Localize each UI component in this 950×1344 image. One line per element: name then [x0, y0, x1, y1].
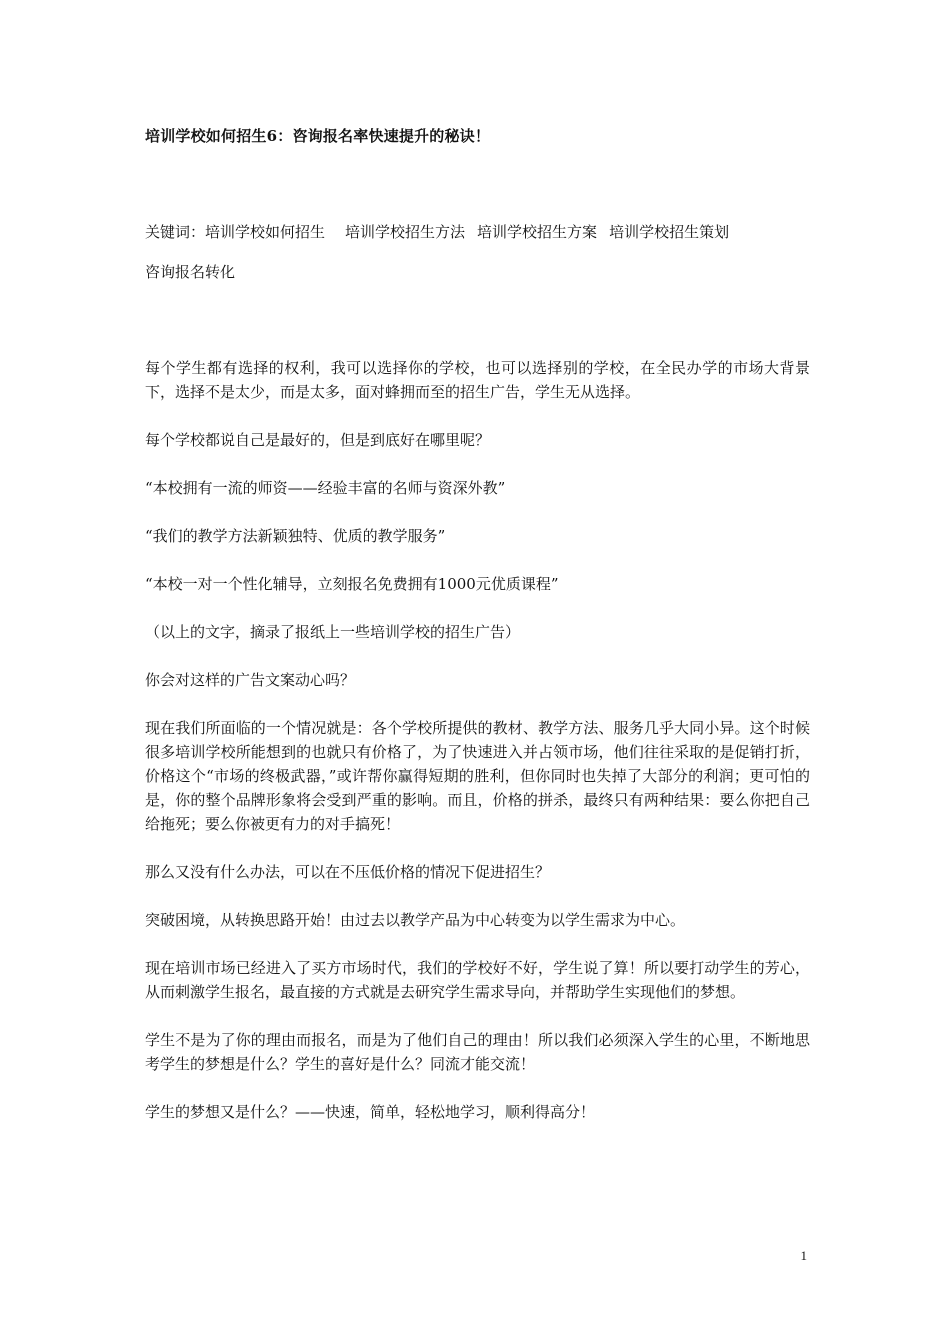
document-body: [145, 124, 810, 1148]
paragraph: 突破困境，从转换思路开始！由过去以教学产品为中心转变为以学生需求为中心。: [145, 911, 686, 929]
document-title: 培训学校如何招生6：咨询报名率快速提升的秘诀！: [145, 127, 491, 145]
paragraph: 学生不是为了你的理由而报名，而是为了他们自己的理由！所以我们必须深入学生的心里，不断地思考学生的梦想是什么？学生的喜好是什么？同流才能交流！: [145, 1031, 810, 1073]
paragraph: 每个学生都有选择的权利，我可以选择你的学校，也可以选择别的学校，在全民办学的市场大背景下，选择不是太少，而是太多，面对蜂拥而至的招生广告，学生无从选择。: [145, 359, 810, 401]
paragraph: （以上的文字，摘录了报纸上一些培训学校的招生广告）: [145, 623, 521, 641]
keyword: 咨询报名转化: [145, 263, 236, 281]
paragraph: 学生的梦想又是什么？——快速，简单，轻松地学习，顺利得高分！: [145, 1103, 596, 1121]
keywords-label: 关键词：: [145, 223, 206, 241]
keyword: 培训学校如何招生: [205, 223, 326, 241]
paragraph: “本校一对一个性化辅导，立刻报名免费拥有1000元优质课程”: [145, 575, 559, 593]
paragraph: “我们的教学方法新颖独特、优质的教学服务”: [145, 527, 446, 545]
paragraph: 现在我们所面临的一个情况就是：各个学校所提供的教材、教学方法、服务几乎大同小异。这个时候很多培训学校所能想到的也就只有价格了，为了快速进入并占领市场，他们往往采取的是促销打折，价格这个“市场的终极武器，”或许帮你赢得短期的胜利，但你同时也失掉了大部分的利润；更可怕的是，你的整个品牌形象将会受到严重的影响。而且，价格的拼杀，最终只有两种结果：要么你把自己给拖死；要么你被更有力的对手搞死！: [145, 719, 810, 833]
paragraph: 现在培训市场已经进入了买方市场时代，我们的学校好不好，学生说了算！所以要打动学生的芳心，从而刺激学生报名，最直接的方式就是去研究学生需求导向，并帮助学生实现他们的梦想。: [145, 959, 810, 1001]
keyword: 培训学校招生方案: [477, 223, 598, 241]
paragraph: 每个学校都说自己是最好的，但是到底好在哪里呢？: [145, 431, 491, 449]
keywords-line: [145, 220, 810, 244]
paragraph: “本校拥有一流的师资——经验丰富的名师与资深外教”: [145, 479, 506, 497]
page-number: 1: [800, 1248, 807, 1263]
paragraph: 那么又没有什么办法，可以在不压低价格的情况下促进招生？: [145, 863, 551, 881]
paragraph: 你会对这样的广告文案动心吗？: [145, 671, 356, 689]
keyword: 培训学校招生方法: [345, 223, 466, 241]
keyword: 培训学校招生策划: [609, 223, 730, 241]
